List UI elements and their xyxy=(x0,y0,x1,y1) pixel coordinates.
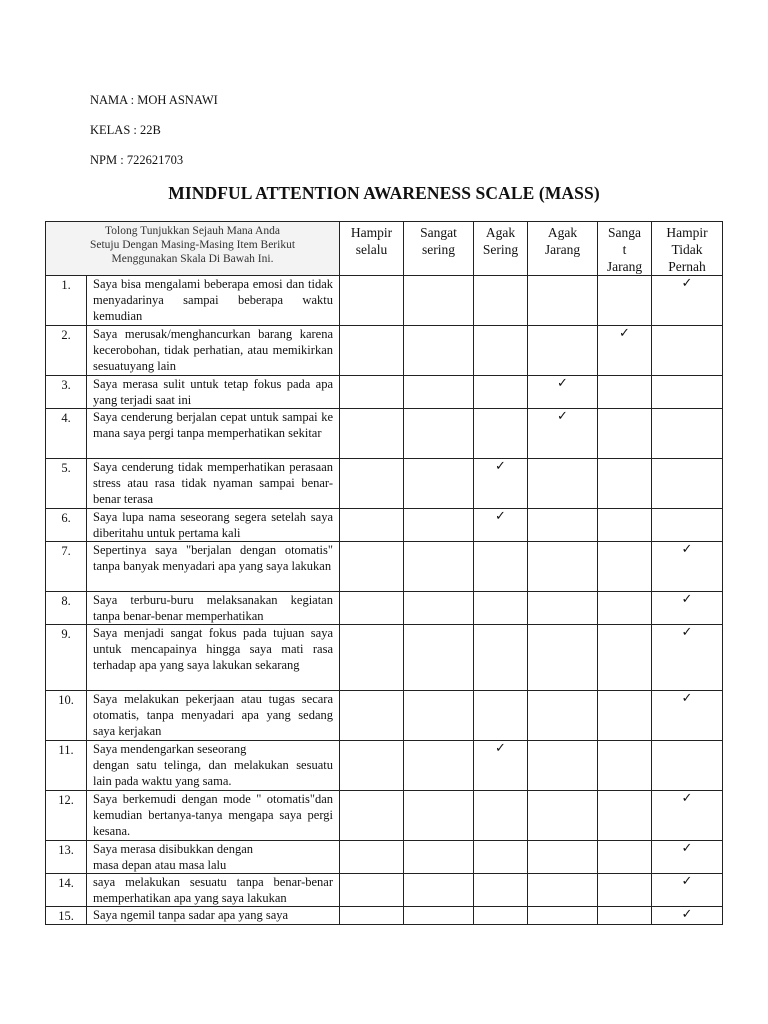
response-cell xyxy=(652,907,723,925)
item-number: 4. xyxy=(46,409,87,459)
item-statement: Saya melakukan pekerjaan atau tugas secara otomatis, tanpa menyadari apa yang sedang saya kerjakan xyxy=(87,691,340,741)
item-number: 6. xyxy=(46,509,87,542)
check-mark-icon: ✓ xyxy=(681,841,693,856)
table-row xyxy=(46,376,723,409)
document-title: MINDFUL ATTENTION AWARENESS SCALE (MASS) xyxy=(168,183,600,203)
response-cell xyxy=(404,791,474,841)
response-cell xyxy=(340,841,404,874)
response-cell xyxy=(340,907,404,925)
response-cell xyxy=(598,791,652,841)
response-cell xyxy=(474,509,528,542)
table-row xyxy=(46,459,723,509)
response-cell xyxy=(340,509,404,542)
response-cell xyxy=(474,376,528,409)
response-cell xyxy=(652,409,723,459)
item-number: 10. xyxy=(46,691,87,741)
response-cell xyxy=(652,592,723,625)
item-number: 11. xyxy=(46,741,87,791)
item-number: 12. xyxy=(46,791,87,841)
response-cell xyxy=(474,409,528,459)
response-cell xyxy=(652,459,723,509)
response-cell xyxy=(598,542,652,592)
table-row xyxy=(46,326,723,376)
check-mark-icon: ✓ xyxy=(557,376,568,391)
response-cell xyxy=(340,741,404,791)
item-statement: saya melakukan sesuatu tanpa benar-benar memperhatikan apa yang saya lakukan xyxy=(87,874,340,907)
response-cell xyxy=(404,625,474,691)
check-mark-icon: ✓ xyxy=(681,907,693,922)
check-mark-icon: ✓ xyxy=(681,542,693,557)
column-header-hampir-selalu: Hampir selalu xyxy=(340,222,404,276)
response-cell xyxy=(474,741,528,791)
response-cell xyxy=(652,691,723,741)
table-row xyxy=(46,841,723,874)
response-cell xyxy=(474,841,528,874)
response-cell xyxy=(652,841,723,874)
item-statement: Saya terburu-buru melaksanakan kegiatan tanpa benar-benar memperhatikan xyxy=(87,592,340,625)
student-id-field: NPM : 722621703 xyxy=(90,153,184,167)
class-field: KELAS : 22B xyxy=(90,123,161,137)
response-cell xyxy=(652,791,723,841)
column-header-agak-sering: Agak Sering xyxy=(474,222,528,276)
response-cell xyxy=(404,409,474,459)
check-mark-icon: ✓ xyxy=(681,625,693,640)
mass-scale-table xyxy=(45,221,723,925)
response-cell xyxy=(474,592,528,625)
item-number: 13. xyxy=(46,841,87,874)
response-cell xyxy=(340,791,404,841)
table-row xyxy=(46,276,723,326)
response-cell xyxy=(404,276,474,326)
response-cell xyxy=(340,592,404,625)
response-cell xyxy=(652,326,723,376)
item-statement: Saya berkemudi dengan mode " otomatis"dan kemudian bertanya-tanya mengapa saya pergi kesana. xyxy=(87,791,340,841)
column-header-agak-jarang: Agak Jarang xyxy=(528,222,598,276)
response-cell xyxy=(474,542,528,592)
column-header-sangat-jarang: Sanga t Jarang xyxy=(598,222,652,276)
response-cell xyxy=(340,326,404,376)
table-row xyxy=(46,409,723,459)
item-number: 7. xyxy=(46,542,87,592)
response-cell xyxy=(598,691,652,741)
table-row xyxy=(46,542,723,592)
item-statement: Sepertinya saya "berjalan dengan otomatis" tanpa banyak menyadari apa yang saya lakukan xyxy=(87,542,340,592)
response-cell xyxy=(404,592,474,625)
item-statement: Saya ngemil tanpa sadar apa yang saya xyxy=(87,907,340,925)
response-cell xyxy=(340,874,404,907)
response-cell xyxy=(528,874,598,907)
response-cell xyxy=(404,691,474,741)
name-field: NAMA : MOH ASNAWI xyxy=(90,93,218,107)
table-row xyxy=(46,509,723,542)
table-row xyxy=(46,625,723,691)
column-header-hampir-tidak-pernah: Hampir Tidak Pernah xyxy=(652,222,723,276)
check-mark-icon: ✓ xyxy=(557,409,568,424)
response-cell xyxy=(598,841,652,874)
response-cell xyxy=(474,691,528,741)
item-number: 8. xyxy=(46,592,87,625)
response-cell xyxy=(598,326,652,376)
table-row xyxy=(46,741,723,791)
response-cell xyxy=(598,459,652,509)
response-cell xyxy=(528,592,598,625)
response-cell xyxy=(340,542,404,592)
response-cell xyxy=(404,841,474,874)
item-number: 3. xyxy=(46,376,87,409)
response-cell xyxy=(652,625,723,691)
response-cell xyxy=(528,741,598,791)
response-cell xyxy=(404,376,474,409)
response-cell xyxy=(598,276,652,326)
response-cell xyxy=(528,625,598,691)
table-row xyxy=(46,592,723,625)
item-statement: Saya merasa sulit untuk tetap fokus pada apa yang terjadi saat ini xyxy=(87,376,340,409)
response-cell xyxy=(340,625,404,691)
response-cell xyxy=(652,509,723,542)
column-header-sangat-sering: Sangat sering xyxy=(404,222,474,276)
response-cell xyxy=(528,907,598,925)
response-cell xyxy=(528,841,598,874)
check-mark-icon: ✓ xyxy=(495,509,506,524)
response-cell xyxy=(652,542,723,592)
item-statement: Saya cenderung berjalan cepat untuk sampai ke mana saya pergi tanpa memperhatikan sekitar xyxy=(87,409,340,459)
item-number: 15. xyxy=(46,907,87,925)
response-cell xyxy=(528,376,598,409)
response-cell xyxy=(474,276,528,326)
check-mark-icon: ✓ xyxy=(495,459,506,474)
table-row xyxy=(46,791,723,841)
item-statement: Saya bisa mengalami beberapa emosi dan tidak menyadarinya sampai beberapa waktu kemudian xyxy=(87,276,340,326)
response-cell xyxy=(652,276,723,326)
response-cell xyxy=(340,459,404,509)
check-mark-icon: ✓ xyxy=(681,276,693,291)
response-cell xyxy=(528,326,598,376)
response-cell xyxy=(404,907,474,925)
response-cell xyxy=(340,376,404,409)
response-cell xyxy=(598,874,652,907)
item-number: 5. xyxy=(46,459,87,509)
response-cell xyxy=(598,625,652,691)
check-mark-icon: ✓ xyxy=(681,791,693,806)
item-statement: Saya lupa nama seseorang segera setelah saya diberitahu untuk pertama kali xyxy=(87,509,340,542)
response-cell xyxy=(528,542,598,592)
response-cell xyxy=(528,791,598,841)
item-statement: Saya cenderung tidak memperhatikan perasaan stress atau rasa tidak nyaman sampai benar-benar terasa xyxy=(87,459,340,509)
response-cell xyxy=(474,791,528,841)
table-row xyxy=(46,691,723,741)
response-cell xyxy=(404,741,474,791)
response-cell xyxy=(404,509,474,542)
response-cell xyxy=(598,592,652,625)
response-cell xyxy=(598,409,652,459)
response-cell xyxy=(652,874,723,907)
response-cell xyxy=(474,874,528,907)
check-mark-icon: ✓ xyxy=(619,326,630,341)
response-cell xyxy=(474,459,528,509)
response-cell xyxy=(340,691,404,741)
table-row xyxy=(46,907,723,925)
response-cell xyxy=(474,326,528,376)
response-cell xyxy=(528,691,598,741)
response-cell xyxy=(528,276,598,326)
response-cell xyxy=(340,409,404,459)
item-number: 2. xyxy=(46,326,87,376)
table-row xyxy=(46,874,723,907)
item-number: 14. xyxy=(46,874,87,907)
check-mark-icon: ✓ xyxy=(681,691,693,706)
response-cell xyxy=(652,376,723,409)
table-body xyxy=(46,276,723,925)
response-cell xyxy=(652,741,723,791)
check-mark-icon: ✓ xyxy=(681,592,693,607)
item-statement: Saya mendengarkan seseorang dengan satu telinga, dan melakukan sesuatu lain pada waktu yang sama. xyxy=(87,741,340,791)
instruction-cell: Tolong Tunjukkan Sejauh Mana Anda Setuju Dengan Masing-Masing Item Berikut Menggunakan Skala Di Bawah Ini. xyxy=(46,222,340,276)
response-cell xyxy=(598,509,652,542)
response-cell xyxy=(528,509,598,542)
response-cell xyxy=(598,376,652,409)
item-statement: Saya merusak/menghancurkan barang karena kecerobohan, tidak perhatian, atau memikirkan sesuatuyang lain xyxy=(87,326,340,376)
response-cell xyxy=(404,874,474,907)
response-cell xyxy=(528,409,598,459)
item-statement: Saya menjadi sangat fokus pada tujuan saya untuk mencapainya hingga saya mati rasa terhadap apa yang saya lakukan sekarang xyxy=(87,625,340,691)
response-cell xyxy=(340,276,404,326)
item-number: 9. xyxy=(46,625,87,691)
response-cell xyxy=(528,459,598,509)
response-cell xyxy=(474,625,528,691)
item-number: 1. xyxy=(46,276,87,326)
check-mark-icon: ✓ xyxy=(495,741,506,756)
response-cell xyxy=(598,907,652,925)
response-cell xyxy=(404,459,474,509)
response-cell xyxy=(598,741,652,791)
response-cell xyxy=(474,907,528,925)
table-header-row xyxy=(46,222,723,276)
response-cell xyxy=(404,326,474,376)
response-cell xyxy=(404,542,474,592)
item-statement: Saya merasa disibukkan dengan masa depan atau masa lalu xyxy=(87,841,340,874)
check-mark-icon: ✓ xyxy=(681,874,693,889)
